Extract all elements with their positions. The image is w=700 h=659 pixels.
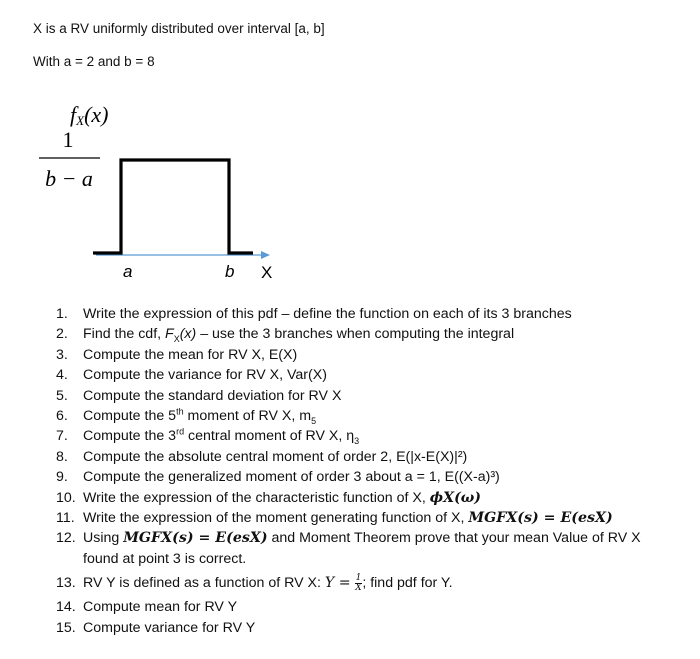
task-item: 5. Compute the standard deviation for RV X [56, 387, 342, 404]
task-item: 2. Find the cdf, $F_X(x)$ – use the 3 branches when computing the integral [56, 326, 515, 345]
task-item: 4. Compute the variance for RV X, Var(X) [56, 367, 327, 384]
height-denominator: b − a [45, 166, 93, 191]
task-item: 8. Compute the absolute central moment of order 2, E(|x-E(X)|²) [56, 448, 468, 465]
task-item: 15. Compute variance for RV Y [56, 619, 256, 636]
fx-label: fX(x) [70, 102, 109, 128]
task-item: 14. Compute mean for RV Y [56, 599, 238, 616]
task-item: 12. Using MGFX(s) = E(esX) and Moment Theorem prove that your mean Value of RV X found at point 3 is correct. [56, 530, 641, 567]
task-item: 13. RV Y is defined as a function of RV X: Y = $\frac{1}{X}$ ; find pdf for Y. [56, 572, 453, 593]
intro-line-2: With a = 2 and b = 8 [33, 54, 155, 69]
task-item: 1. Write the expression of this pdf – define the function on each of its 3 branches [56, 306, 572, 322]
task-item: 7. Compute the 3rd central moment of RV X, $\eta_3$ [56, 426, 360, 447]
x-axis-label: X [261, 263, 273, 282]
fraction-1-over-x: $\frac{1}{X}$ [355, 572, 362, 593]
x-axis-arrow [261, 251, 270, 259]
pdf-curve [93, 160, 253, 253]
intro-line-1: X is a RV uniformly distributed over interval [a, b] [33, 21, 325, 36]
task-item: 3. Compute the mean for RV X, E(X) [56, 346, 298, 363]
a-tick-label: a [123, 262, 133, 281]
task-item: 10. Write the expression of the characteristic function of X, ϕX(ω) [56, 489, 482, 506]
task-list [0, 304, 700, 638]
task-item: 9. Compute the generalized moment of order 3 about a = 1, E((X-a)³) [56, 469, 500, 486]
pdf-figure [30, 95, 290, 290]
task-item: 11. Write the expression of the moment generating function of X, MGFX(s) = E(esX) [56, 509, 613, 526]
height-numerator: 1 [62, 127, 74, 152]
b-tick-label: b [225, 262, 235, 281]
task-item: 6. Compute the 5th moment of RV X, $m_5$ [56, 406, 317, 426]
